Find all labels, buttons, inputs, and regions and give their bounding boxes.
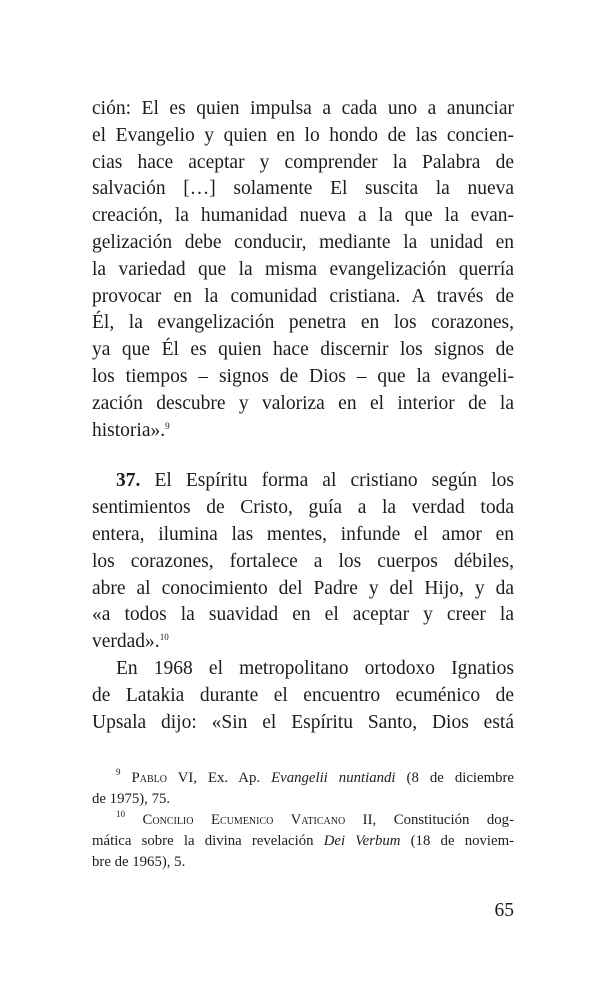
text-line-last	[92, 629, 514, 656]
text-line: ción: El es quien impulsa a cada uno a anunciar	[92, 98, 514, 119]
text-line: entera, ilumina las mentes, infunde el amor en	[92, 523, 514, 545]
text-line: zación descubre y valoriza en el interior de la	[92, 392, 514, 414]
footnote-author: Concilio Ecumenico Vaticano II	[142, 812, 373, 828]
footnote-author: Pablo VI	[131, 770, 194, 786]
text-line: el Evangelio y quien en lo hondo de las concien-	[92, 124, 514, 146]
footnote-9-line	[92, 768, 514, 789]
footnote-title: Evangelii nuntiandi	[271, 770, 396, 786]
text-line: la variedad que la misma evangelización querría	[92, 258, 514, 280]
footnote-number: 9	[116, 767, 121, 777]
text-line: Upsala dijo: «Sin el Espíritu Santo, Dios está	[92, 711, 514, 733]
text-line: Él, la evangelización penetra en los corazones,	[92, 312, 514, 334]
footnote-ref-9[interactable]: 9	[165, 420, 170, 431]
text-line: cias hace aceptar y comprender la Palabra de	[92, 151, 514, 173]
main-text	[92, 96, 514, 736]
text-fragment: historia».	[92, 419, 166, 441]
text-fragment: El Espíritu forma al cristiano según los	[154, 470, 514, 492]
text-line: gelización debe conducir, mediante la unidad en	[92, 231, 514, 253]
text-fragment: verdad».	[92, 631, 160, 653]
footnote-10-line	[92, 831, 514, 852]
text-line: sentimientos de Cristo, guía a la verdad toda	[92, 497, 514, 519]
text-line: provocar en la comunidad cristiana. A través de	[92, 285, 514, 307]
text-line: de Latakia durante el encuentro ecuménico de	[92, 684, 514, 706]
footnote-text: , Constitución dog-	[372, 812, 515, 828]
footnote-number: 10	[116, 809, 125, 819]
section-37-first-line	[92, 468, 514, 495]
text-line: los tiempos – signos de Dios – que la evangeli-	[92, 365, 514, 387]
footnote-text: , Ex. Ap.	[193, 770, 272, 786]
page-number: 65	[494, 900, 514, 921]
text-line: los corazones, fortalece a los cuerpos débiles,	[92, 550, 514, 572]
text-line-last	[92, 418, 514, 445]
footnote-text: (18 de noviem-	[400, 833, 514, 849]
text-line: ya que Él es quien hace discernir los signos de	[92, 339, 514, 361]
section-number: 37.	[116, 470, 141, 492]
text-line: creación, la humanidad nueva a la que la evan-	[92, 205, 514, 227]
footnote-9-line: de 1975), 75.	[92, 791, 171, 807]
footnote-10-line: bre de 1965), 5.	[92, 854, 186, 870]
text-line: abre al conocimiento del Padre y del Hijo, y da	[92, 577, 514, 599]
paragraph-spacer	[92, 444, 514, 468]
footnote-text: mática sobre la divina revelación	[92, 833, 324, 849]
text-line: «a todos la suavidad en el aceptar y creer la	[92, 604, 514, 626]
paragraph-first-line: En 1968 el metropolitano ortodoxo Ignatios	[116, 657, 514, 679]
text-line: salvación […] solamente El suscita la nueva	[92, 178, 514, 200]
footnote-ref-10[interactable]: 10	[159, 632, 169, 643]
footnote-text: (8 de diciembre	[395, 770, 514, 786]
footnote-title: Dei Verbum	[323, 833, 401, 849]
footnotes	[92, 768, 514, 873]
footnote-10-line	[92, 810, 514, 831]
